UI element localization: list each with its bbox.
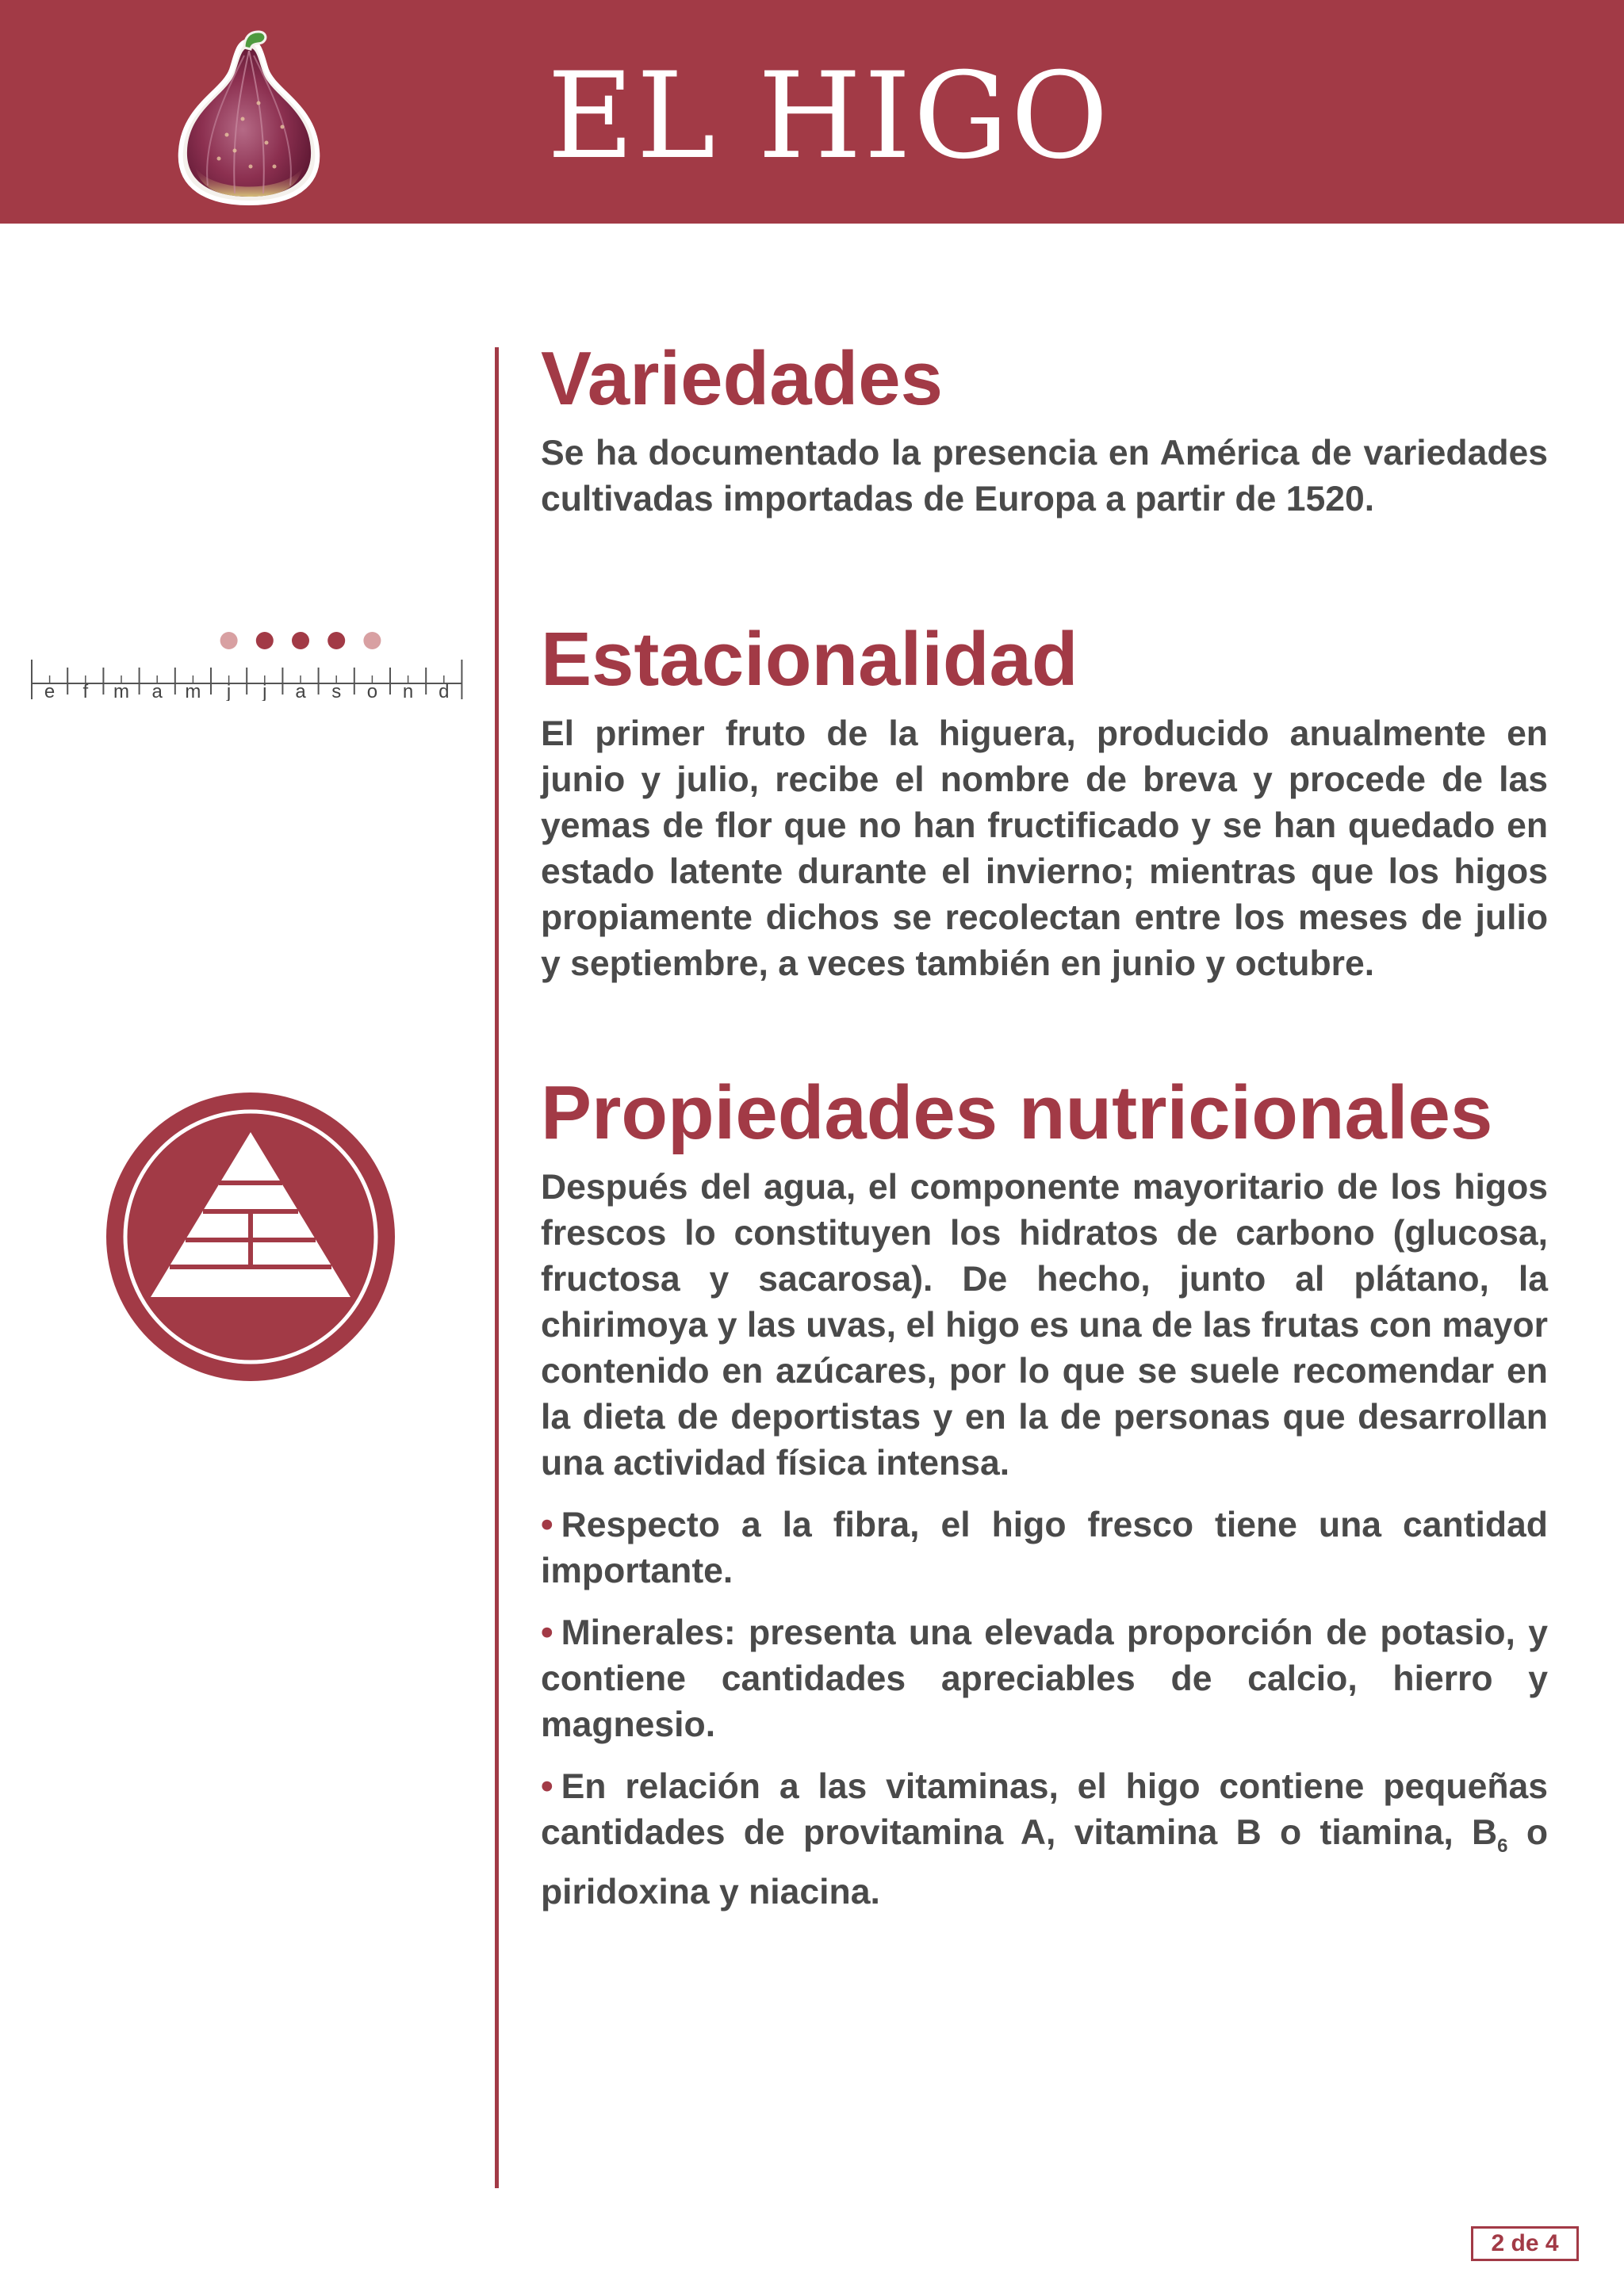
month-label: m bbox=[185, 681, 201, 701]
breva-dot bbox=[220, 632, 238, 649]
food-pyramid-icon bbox=[103, 1089, 398, 1384]
month-label: e bbox=[44, 681, 56, 701]
fig-icon bbox=[155, 24, 343, 211]
page-title: EL HIGO bbox=[547, 48, 1111, 186]
section-heading: Estacionalidad bbox=[541, 617, 1078, 702]
seasonality-calendar bbox=[29, 622, 469, 701]
breva-dot bbox=[363, 632, 381, 649]
month-label: j bbox=[226, 681, 232, 701]
higo-dot bbox=[256, 632, 274, 649]
section-variedades bbox=[541, 336, 1548, 522]
bullet-icon: • bbox=[541, 1766, 553, 1806]
section-heading: Variedades bbox=[541, 336, 943, 421]
page-number: 2 de 4 bbox=[1471, 2226, 1579, 2261]
month-label: s bbox=[331, 681, 342, 701]
section-heading: Propiedades nutricionales bbox=[541, 1070, 1493, 1155]
month-label: m bbox=[113, 681, 129, 701]
month-label: j bbox=[262, 681, 267, 701]
higo-dot bbox=[292, 632, 309, 649]
nutrition-list bbox=[541, 1502, 1548, 1915]
month-label: f bbox=[82, 681, 89, 701]
bullet-icon: • bbox=[541, 1505, 553, 1544]
month-label: a bbox=[151, 681, 163, 701]
list-item: • Respecto a la fibra, el higo fresco tiene una cantidad importante. bbox=[541, 1505, 1548, 1590]
list-item: • Minerales: presenta una elevada proporción de potasio, y contiene cantidades apreciables de calcio, hierro y magnesio. bbox=[541, 1613, 1548, 1744]
month-label: o bbox=[366, 681, 378, 701]
section-body: El primer fruto de la higuera, producido anualmente en junio y julio, recibe el nombre de breva y procede de las yemas de flor que no han fructificado y se han quedado en estado latente durante el invierno; mientras que los higos propiamente dichos se recolectan entre los meses de julio y septiembre, a veces también en junio y octubre. bbox=[541, 714, 1548, 983]
month-label: a bbox=[295, 681, 306, 701]
section-propiedades bbox=[541, 1070, 1548, 1915]
higo-dot bbox=[327, 632, 345, 649]
section-body: Después del agua, el componente mayoritario de los higos frescos lo constituyen los hidratos de carbono (glucosa, fructosa y sacarosa). De hecho, junto al plátano, la chirimoya y las uvas, el higo es una de las frutas con mayor contenido en azúcares, por lo que se suele recomendar en la dieta de deportistas y en la de personas que desarrollan una actividad física intensa. bbox=[541, 1167, 1548, 1483]
list-item: • En relación a las vitaminas, el higo contiene pequeñas cantidades de provitamina A, vitamina B o tiamina, $B_6$ o piridoxina y niacina. bbox=[541, 1766, 1548, 1911]
month-label: n bbox=[402, 681, 414, 701]
header-banner bbox=[0, 0, 1624, 224]
month-label: d bbox=[439, 681, 450, 701]
section-estacionalidad bbox=[541, 617, 1548, 987]
section-body: Se ha documentado la presencia en América de variedades cultivadas importadas de Europa a partir de 1520. bbox=[541, 433, 1548, 519]
bullet-icon: • bbox=[541, 1613, 553, 1652]
divider-line bbox=[495, 347, 499, 2188]
